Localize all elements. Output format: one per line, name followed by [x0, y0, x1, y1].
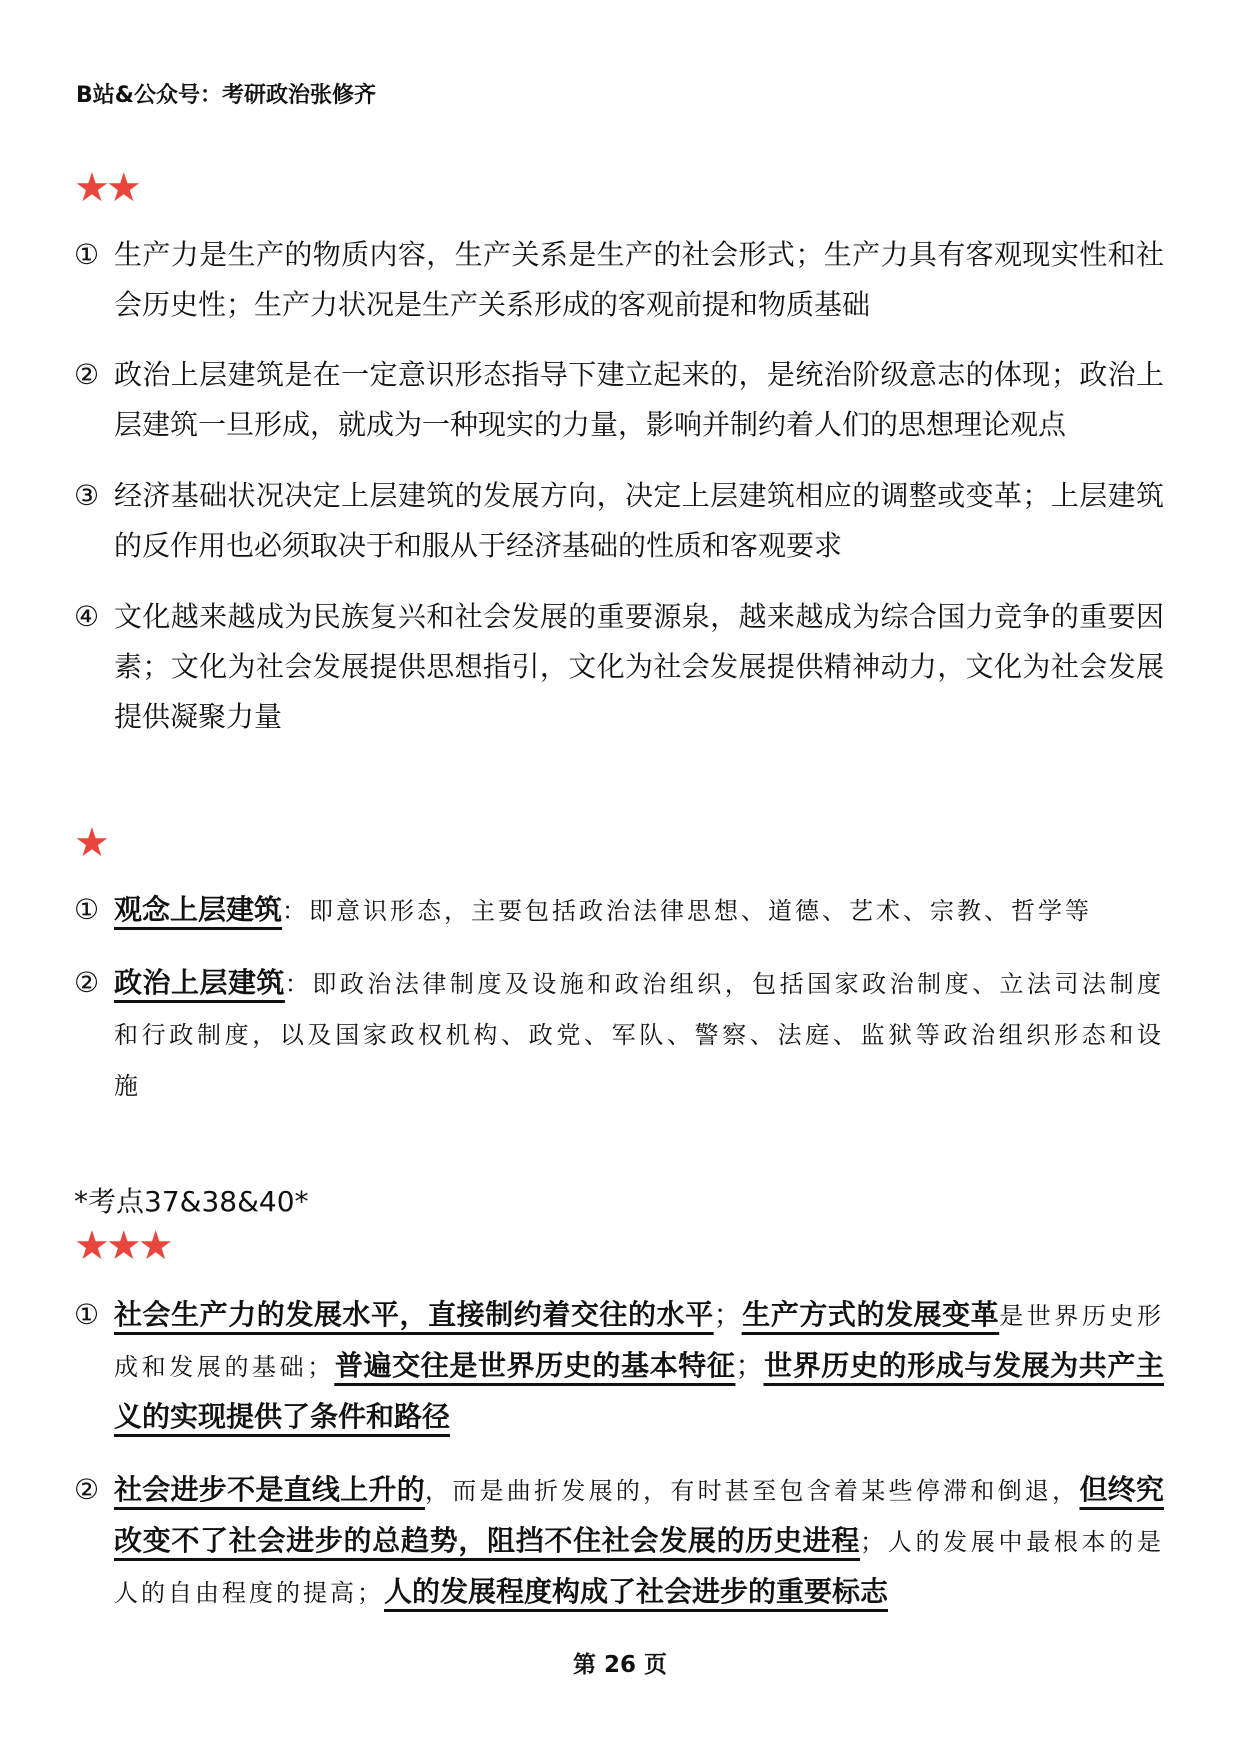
item-text — [114, 471, 1164, 571]
item-number: ① — [74, 238, 100, 271]
list-item — [74, 350, 1164, 450]
text-segment: ；人的发展中最根本的是人的自由程度的提高； — [114, 1528, 1165, 1607]
list-item — [74, 230, 1164, 330]
page-number: 第 26 页 — [572, 1652, 668, 1678]
item-text — [114, 1290, 1164, 1442]
text-segment: 是世界历史形成和发展的基础； — [114, 1302, 1164, 1381]
item-number: ② — [74, 966, 100, 999]
importance-stars: ★★★ — [74, 1223, 170, 1269]
key-phrase: 社会进步不是直线上升的 — [114, 1473, 425, 1506]
text-segment: ； — [735, 1349, 764, 1382]
item-text — [114, 958, 1164, 1111]
item-number: ② — [74, 358, 100, 391]
item-number: ④ — [74, 600, 100, 633]
item-number: ② — [74, 1473, 100, 1506]
item-number: ① — [74, 893, 100, 926]
header-source: B站&公众号：考研政治张修齐 — [76, 83, 376, 108]
text-segment: 文化越来越成为民族复兴和社会发展的重要源泉，越来越成为综合国力竞争的重要因素；文化为社会发展提供思想指引，文化为社会发展提供精神动力，文化为社会发展提供凝聚力量 — [114, 600, 1164, 733]
key-phrase: 社会生产力的发展水平，直接制约着交往的水平 — [114, 1298, 714, 1331]
key-phrase: 生产方式的发展变革 — [741, 1298, 1000, 1331]
text-segment: 政治上层建筑是在一定意识形态指导下建立起来的，是统治阶级意志的体现；政治上层建筑一旦形成，就成为一种现实的力量，影响并制约着人们的思想理论观点 — [114, 358, 1164, 441]
key-phrase: 人的发展程度构成了社会进步的重要标志 — [384, 1575, 889, 1608]
importance-stars: ★ — [74, 820, 106, 866]
item-text — [114, 1465, 1164, 1618]
text-segment: ：即政治法律制度及设施和政治组织，包括国家政治制度、立法司法制度和行政制度，以及国家政权机构、政党、军队、警察、法庭、监狱等政治组织形态和设施 — [114, 970, 1164, 1100]
importance-stars: ★★ — [74, 165, 138, 211]
text-segment: 经济基础状况决定上层建筑的发展方向，决定上层建筑相应的调整或变革；上层建筑的反作用也必须取决于和服从于经济基础的性质和客观要求 — [114, 479, 1164, 562]
item-number: ① — [74, 1298, 100, 1331]
text-segment: ，而是曲折发展的，有时甚至包含着某些停滞和倒退， — [424, 1477, 1080, 1505]
key-phrase: 观念上层建筑 — [114, 893, 283, 926]
text-segment: 生产力是生产的物质内容，生产关系是生产的社会形式；生产力具有客观现实性和社会历史性；生产力状况是生产关系形成的客观前提和物质基础 — [114, 238, 1164, 321]
list-item — [74, 1290, 1164, 1442]
list-item — [74, 471, 1164, 571]
list-item — [74, 1465, 1164, 1618]
exam-point-label: *考点37&38&40* — [74, 1185, 309, 1218]
text-segment: ：即意识形态，主要包括政治法律思想、道德、艺术、宗教、哲学等 — [282, 897, 1093, 925]
item-text — [114, 230, 1164, 330]
item-number: ③ — [74, 479, 100, 512]
item-text — [114, 350, 1164, 450]
key-phrase: 世界历史的形成与发展为共产主义的实现提供了条件和路径 — [114, 1349, 1164, 1433]
item-text — [114, 592, 1164, 742]
key-phrase: 但终究改变不了社会进步的总趋势，阻挡不住社会发展的历史进程 — [114, 1473, 1164, 1557]
item-text — [114, 885, 1164, 936]
key-phrase: 普遍交往是世界历史的基本特征 — [334, 1349, 736, 1382]
text-segment: ； — [713, 1298, 742, 1331]
list-item — [74, 592, 1164, 742]
key-phrase: 政治上层建筑 — [114, 966, 285, 999]
list-item — [74, 885, 1164, 936]
list-item — [74, 958, 1164, 1111]
